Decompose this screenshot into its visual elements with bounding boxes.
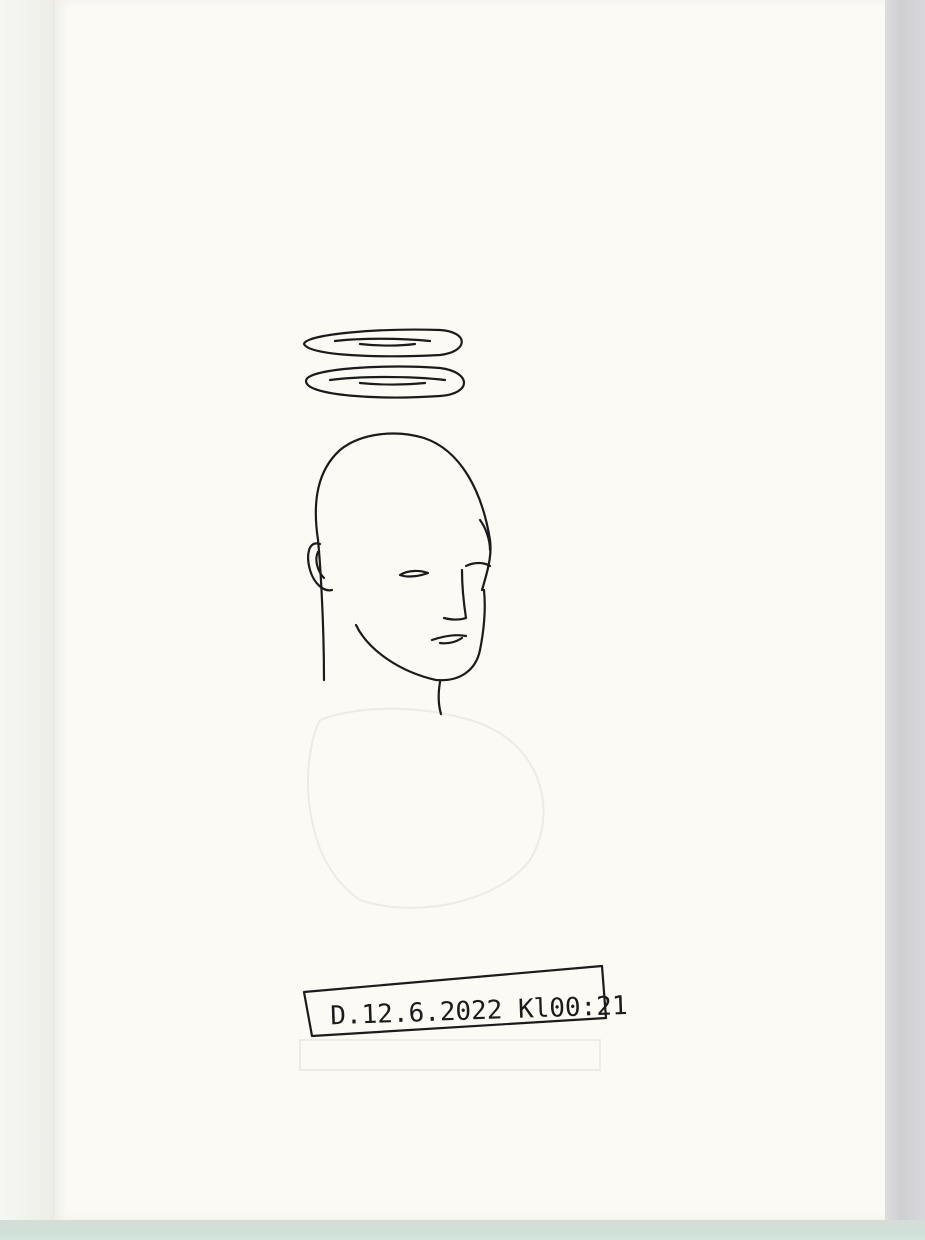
upper-halo [304, 330, 462, 357]
date-stamp [304, 966, 628, 1036]
head [308, 434, 490, 714]
date-stamp-text: D.12.6.2022 Kl00:21 [329, 990, 629, 1032]
lower-halo [306, 367, 464, 398]
